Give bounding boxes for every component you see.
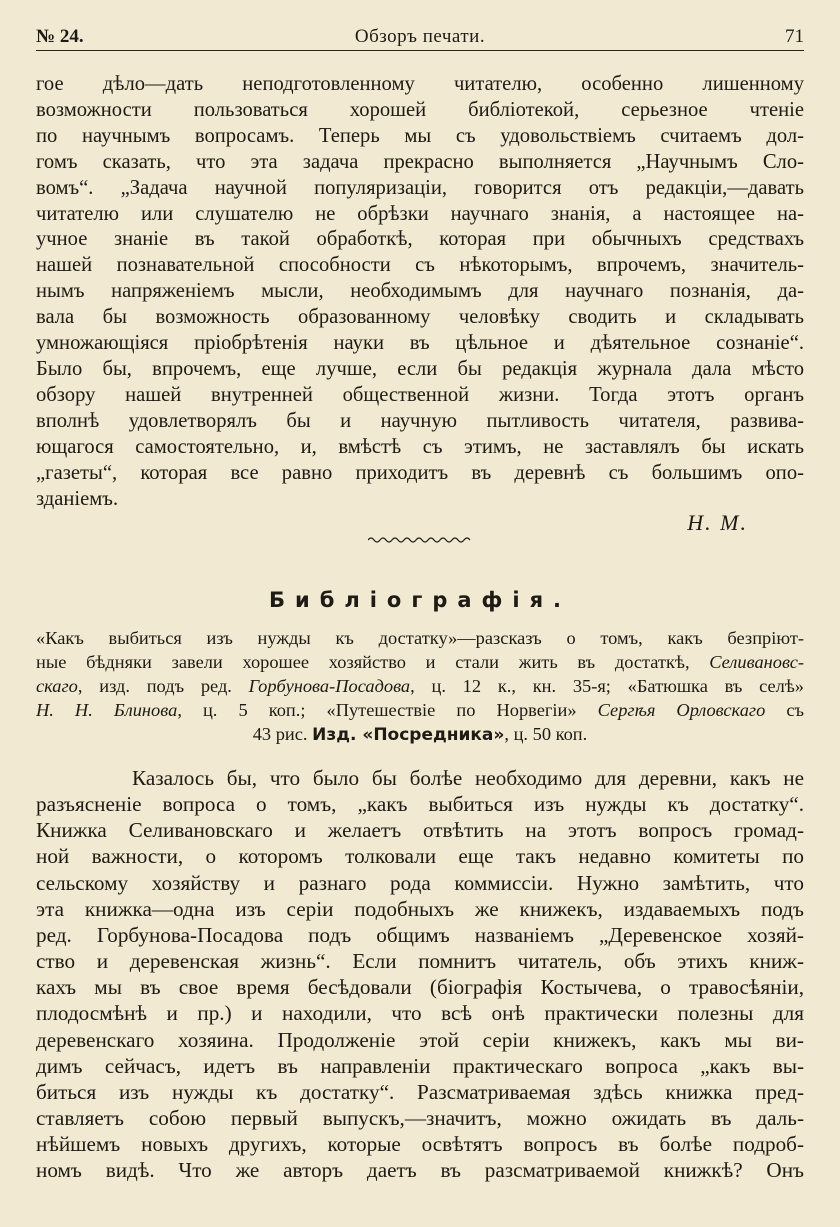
bibliography-line — [36, 722, 804, 747]
bibliography-entry — [36, 626, 804, 747]
text-line: ющагося самостоятельно, и, вмѣстѣ съ этимъ, не заставлялъ бы искать — [36, 435, 804, 458]
bibliography-text: 43 рис. — [252, 724, 313, 744]
bibliography-text: съ — [765, 700, 804, 720]
text-line: Было бы, впрочемъ, еще лучше, если бы редакція журнала дала мѣсто — [36, 357, 804, 380]
text-line: вомъ“. „Задача научной популяризаціи, говорится отъ редакціи,—давать — [36, 176, 804, 199]
review-paragraph — [36, 72, 804, 512]
text-line: эта книжка—одна изъ серіи подобныхъ же книжекъ, издаваемыхъ подъ — [36, 896, 804, 921]
review-body-paragraph — [36, 765, 804, 1184]
author-name: Сергѣя Орловскаго — [597, 700, 766, 720]
text-line: деревенскаго хозяина. Продолженіе этой серіи книжекъ, какъ мы ви- — [36, 1027, 804, 1052]
bibliography-text: , ц. 50 коп. — [504, 724, 588, 744]
text-line: ной важности, о которомъ толковали еще такъ недавно комитеты по — [36, 844, 804, 869]
text-line: ство и деревенская жизнь“. Если помнитъ читатель, объ этихъ книж- — [36, 949, 804, 974]
bibliography-text: ные бѣдняки завели хорошее хозяйство и стали жить въ достаткѣ, — [36, 652, 710, 672]
text-line: кахъ мы въ свое время бесѣдовали (біографія Костычева, о травосѣяніи, — [36, 975, 804, 1000]
text-line: Казалось бы, что было бы болѣе необходимо для деревни, какъ не — [132, 766, 804, 790]
header-rule — [36, 50, 804, 51]
text-line: читателю или слушателю не обрѣзки научнаго знанія, а настоящее на- — [36, 202, 804, 225]
bibliography-text: , изд. подъ ред. — [77, 676, 249, 696]
bibliography-line — [36, 626, 804, 650]
text-line: умножающіяся пріобрѣтенія науки въ цѣльное и дѣятельное сознаніе“. — [36, 332, 804, 355]
editor-name: Горбунова-Посадова — [248, 676, 411, 696]
text-line: номъ видѣ. Что же авторъ даетъ въ разсматриваемой книжкѣ? Онъ — [36, 1158, 804, 1183]
bibliography-line — [36, 674, 804, 698]
text-line: сельскому хозяйству и разнаго рода коммиссіи. Нужно замѣтить, что — [36, 870, 804, 895]
bibliography-text: , ц. 5 коп.; «Путешествіе по Норвегіи» — [177, 700, 598, 720]
page-number: 71 — [785, 26, 804, 47]
bibliography-line — [36, 698, 804, 722]
text-line: биться изъ нужды къ достатку“. Разсматриваемая здѣсь книжка пред- — [36, 1079, 804, 1104]
text-line: гомъ сказать, что эта задача прекрасно выполняется „Научнымъ Сло- — [36, 150, 804, 173]
publisher-name: Изд. «Посредника» — [312, 725, 505, 745]
author-name: Селивановс- — [709, 652, 804, 672]
author-signature: Н. М. — [687, 510, 748, 535]
section-title: Библіографія. — [268, 588, 572, 612]
text-line: зданіемъ. — [36, 487, 119, 510]
text-line: обзору нашей внутренней общественной жизни. Тогда этотъ органъ — [36, 383, 804, 406]
text-line: возможности пользоваться хорошей библіотекой, серьезное чтеніе — [36, 98, 804, 121]
text-line: нымъ напряженіемъ мысли, необходимымъ для научнаго познанія, да- — [36, 280, 804, 303]
text-line: нашей познавательной способности съ нѣкоторымъ, впрочемъ, значитель- — [36, 254, 804, 277]
bibliography-line — [36, 650, 804, 674]
text-line: вполнѣ удовлетворялъ бы и научную пытливость читателя, развива- — [36, 409, 804, 432]
bibliography-text: , ц. 12 к., кн. 35-я; «Батюшка въ селѣ» — [410, 676, 804, 696]
author-name: Н. Н. Блинова — [36, 700, 178, 720]
text-line: плодосмѣнѣ и пр.) и находили, что всѣ онѣ практически полезны для — [36, 1001, 804, 1026]
text-line: Книжка Селивановскаго и желаетъ отвѣтить на этотъ вопросъ громад- — [36, 818, 804, 843]
running-header — [36, 24, 804, 52]
issue-number: № 24. — [36, 26, 84, 47]
text-line: вала бы возможность образованному человѣку сводить и складывать — [36, 306, 804, 329]
bibliography-text: «Какъ выбиться изъ нужды къ достатку»—разсказъ о томъ, какъ безпріют- — [36, 628, 804, 648]
text-line: учное знаніе въ такой обработкѣ, которая при обычныхъ средствахъ — [36, 228, 804, 251]
text-line: ставляетъ собою первый выпускъ,—значитъ, можно ожидать въ даль- — [36, 1106, 804, 1131]
author-name: скаго — [36, 676, 78, 696]
text-line: нѣйшемъ новыхъ другихъ, которые освѣтятъ вопросъ въ болѣе подроб- — [36, 1132, 804, 1157]
text-line: димъ сейчасъ, идетъ въ направленіи практическаго вопроса „какъ вы- — [36, 1053, 804, 1078]
text-line: гое дѣло—дать неподготовленному читателю, особенно лишенному — [36, 73, 804, 95]
ornamental-divider — [368, 536, 472, 544]
text-line: „газеты“, которая все равно приходитъ въ деревнѣ съ большимъ опо- — [36, 461, 804, 484]
running-title: Обзоръ печати. — [354, 26, 486, 47]
text-line: разъясненіе вопроса о томъ, „какъ выбиться изъ нужды къ достатку“. — [36, 792, 804, 817]
text-line: ред. Горбунова-Посадова подъ общимъ названіемъ „Деревенское хозяй- — [36, 922, 804, 947]
text-line: по научнымъ вопросамъ. Теперь мы съ удовольствіемъ считаемъ дол- — [36, 124, 804, 147]
